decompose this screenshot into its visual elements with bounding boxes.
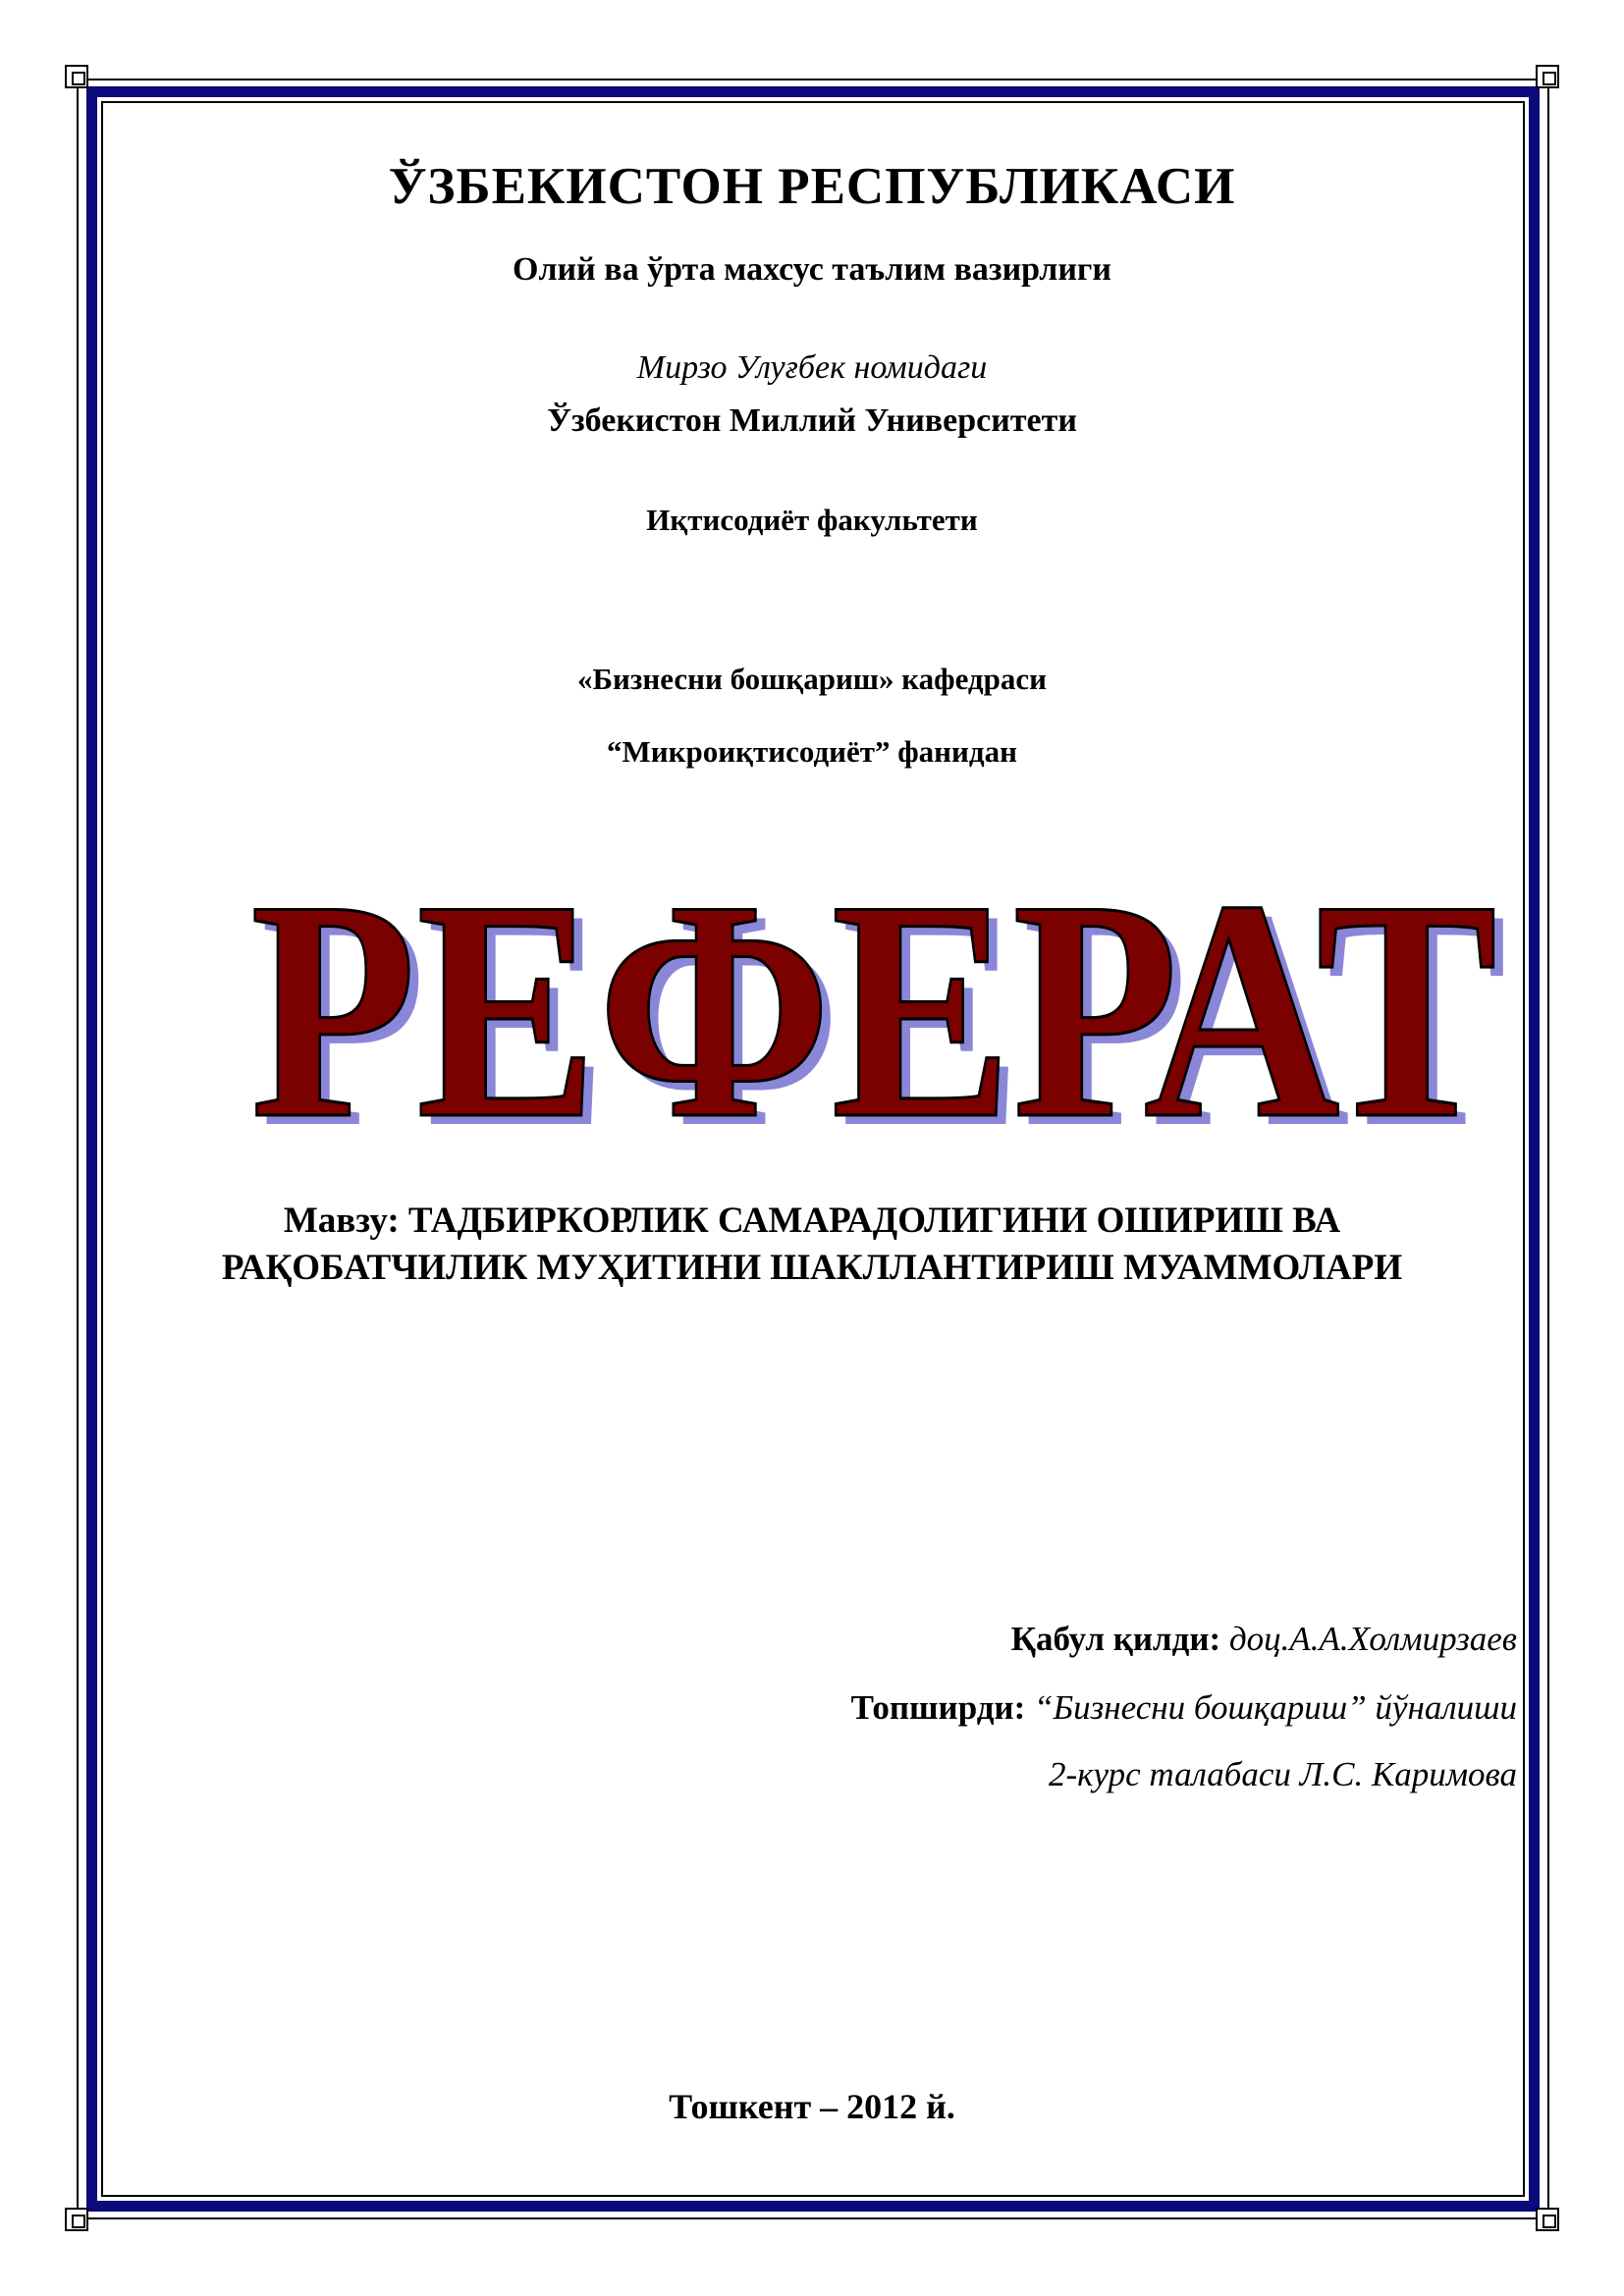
corner-ornament-bottom-right: [1536, 2208, 1559, 2231]
student-line: [1049, 1755, 1517, 1794]
student-info: 2-курс талабаси Л.С. Каримова: [1049, 1755, 1517, 1793]
department-name: «Бизнесни бошқариш» кафедраси: [577, 662, 1047, 696]
submitted-by-label: Топширди:: [850, 1688, 1026, 1727]
topic-label: Мавзу:: [283, 1201, 400, 1241]
accepted-by-value: доц.А.А.Холмирзаев: [1228, 1620, 1517, 1658]
city-year: Тошкент – 2012 й.: [669, 2087, 955, 2126]
topic-text: ТАДБИРКОРЛИК САМАРАДОЛИГИНИ ОШИРИШ ВА РАҚОБАТЧИЛИК МУҲИТИНИ ШАКЛЛАНТИРИШ МУАММОЛАРИ: [221, 1201, 1403, 1288]
corner-ornament-bottom-left: [65, 2208, 88, 2231]
submitted-by-line: [851, 1688, 1517, 1728]
corner-ornament-top-left: [65, 65, 88, 88]
document-title: [196, 825, 1532, 1148]
faculty-name: Иқтисодиёт факультети: [646, 503, 978, 537]
university-named-after: Мирзо Улуғбек номидаги: [636, 349, 988, 386]
document-title-text: РЕФЕРАТ: [250, 836, 1497, 1148]
accepted-by-line: [1011, 1620, 1517, 1659]
university-name: Ўзбекистон Миллий Университети: [547, 402, 1077, 439]
ministry-heading: Олий ва ўрта махсус таълим вазирлиги: [513, 251, 1111, 288]
corner-ornament-top-right: [1536, 65, 1559, 88]
republic-heading: ЎЗБЕКИСТОН РЕСПУБЛИКАСИ: [388, 158, 1236, 215]
accepted-by-label: Қабул қилди:: [1010, 1620, 1221, 1658]
submitted-by-value: “Бизнесни бошқариш” йўналиши: [1034, 1688, 1517, 1727]
topic-block: [147, 1198, 1477, 1292]
document-title-shadow: РЕФЕРАТ: [260, 845, 1507, 1148]
subject-name: “Микроиқтисодиёт” фанидан: [607, 734, 1017, 769]
